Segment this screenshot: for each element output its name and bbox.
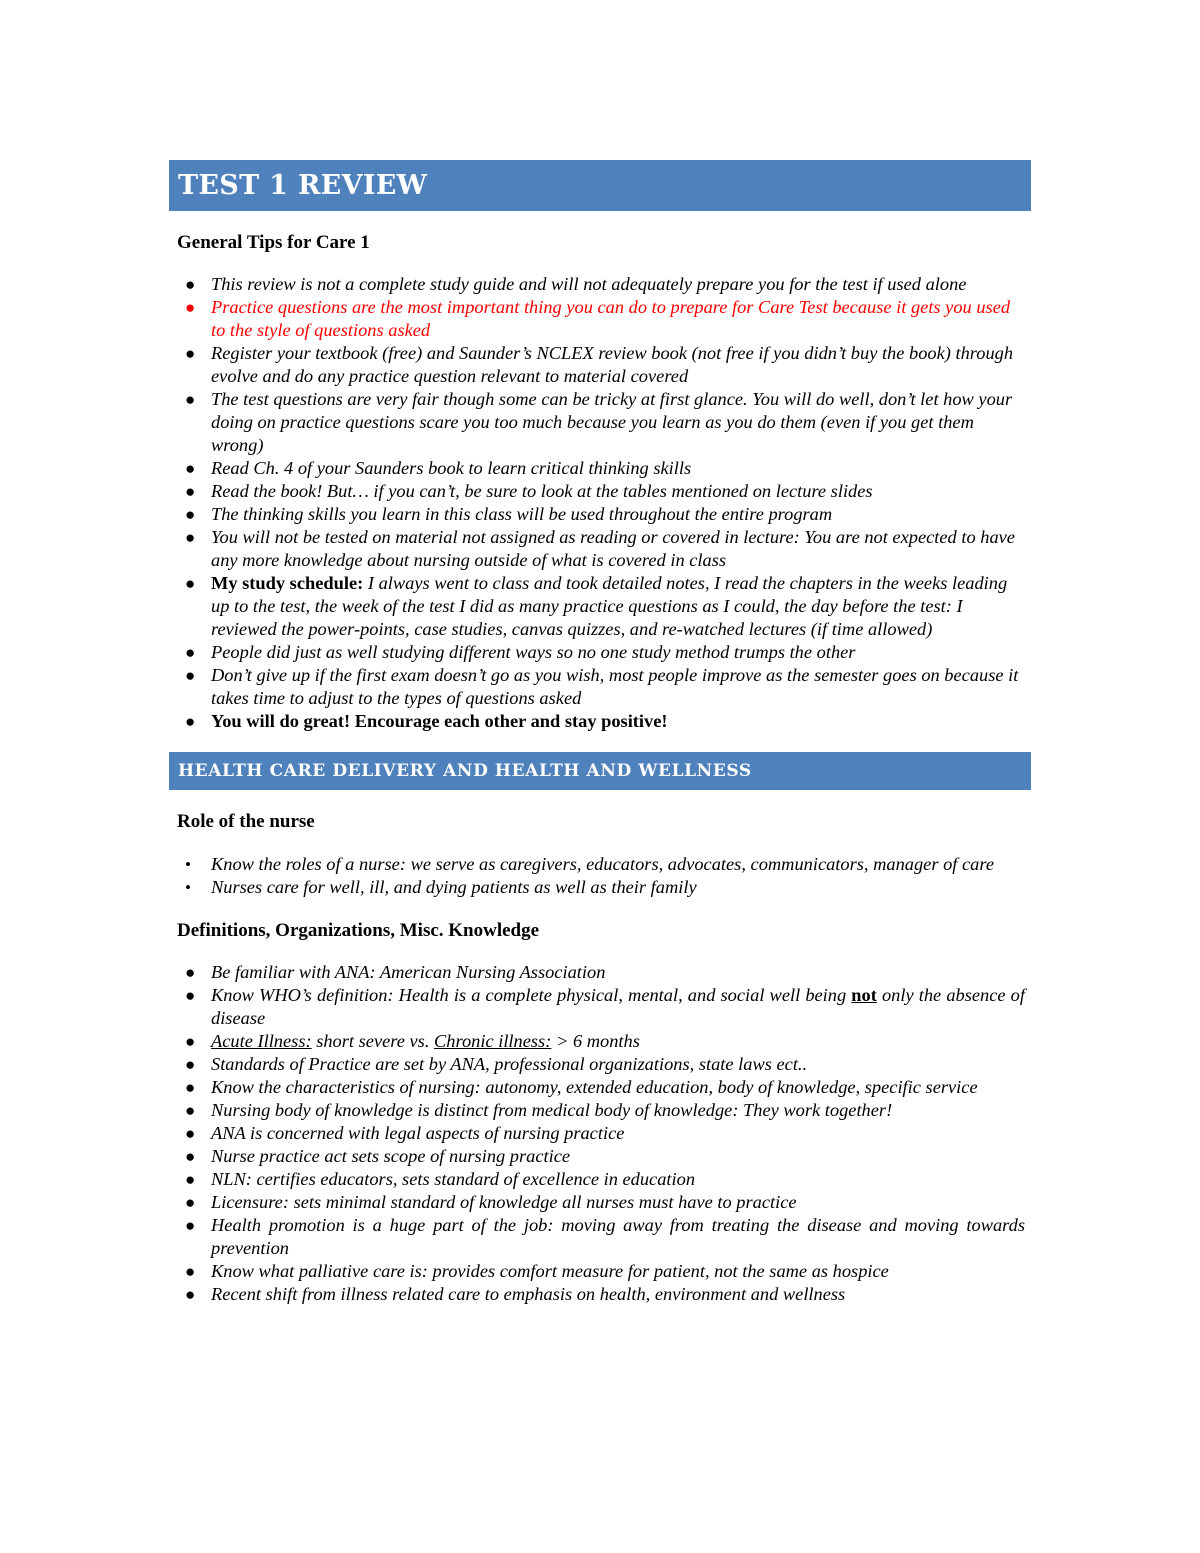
bullet-icon: ● — [185, 390, 196, 409]
emphasis-not: not — [851, 985, 877, 1005]
section-banner-health-care: HEALTH CARE DELIVERY AND HEALTH AND WELLNESS — [169, 752, 1031, 790]
bullet-icon: ● — [185, 986, 196, 1005]
acute-illness-label: Acute Illness: — [211, 1031, 312, 1051]
bullet-icon: ● — [185, 1193, 196, 1212]
general-tips-list — [169, 273, 1031, 733]
bullet-icon: ● — [185, 275, 196, 294]
list-item: ● Nurse practice act sets scope of nursing practice — [185, 1146, 571, 1166]
bullet-icon: ● — [185, 1032, 196, 1051]
list-item: ● The test questions are very fair though some can be tricky at first glance. You will do well, don’t let how your doing on practice questions scare you too much because you learn as you do them (even if you get them wrong) — [185, 389, 1013, 455]
chronic-illness-label: Chronic illness: — [434, 1031, 552, 1051]
list-item: ● Register your textbook (free) and Saunder’s NCLEX review book (not free if you didn’t buy the book) through evolve and do any practice question relevant to material covered — [185, 343, 1014, 386]
list-item: ● Standards of Practice are set by ANA, professional organizations, state laws ect.. — [185, 1054, 808, 1074]
bullet-icon: ● — [185, 1101, 196, 1120]
list-item: ● Nursing body of knowledge is distinct from medical body of knowledge: They work together! — [185, 1100, 893, 1120]
bullet-icon: ● — [185, 344, 196, 363]
bullet-icon: ● — [185, 528, 196, 547]
bullet-icon: ● — [185, 505, 196, 524]
list-item: ● Health promotion is a huge part of the job: moving away from treating the disease and moving towards prevention — [185, 1215, 1025, 1258]
list-item: • Know the roles of a nurse: we serve as caregivers, educators, advocates, communicators, manager of care — [185, 854, 995, 874]
document-page — [169, 160, 1031, 1306]
bullet-icon: ● — [185, 1262, 196, 1281]
bullet-icon: ● — [185, 963, 196, 982]
bullet-icon: ● — [185, 1170, 196, 1189]
bullet-icon: ● — [185, 459, 196, 478]
bullet-icon: ● — [185, 1055, 196, 1074]
bullet-icon: ● — [185, 1285, 196, 1304]
list-item-who: ● Know WHO’s definition: Health is a complete physical, mental, and social well being not only the absence of disease — [185, 985, 1025, 1028]
bullet-icon: ● — [185, 666, 196, 685]
bullet-icon: • — [185, 855, 191, 874]
definitions-list — [169, 961, 1031, 1306]
bullet-icon: ● — [185, 1147, 196, 1166]
list-item: ● You will not be tested on material not assigned as reading or covered in lecture: You are not expected to have any more knowledge about nursing outside of what is covered in class — [185, 527, 1015, 570]
study-schedule-label: My study schedule: — [211, 573, 364, 593]
list-item: ● Be familiar with ANA: American Nursing Association — [185, 962, 606, 982]
list-item: ● Read the book! But… if you can’t, be sure to look at the tables mentioned on lecture slides — [185, 481, 873, 501]
page-title: TEST 1 REVIEW — [169, 160, 1031, 211]
list-item: • Nurses care for well, ill, and dying patients as well as their family — [185, 877, 697, 897]
list-item: ● Licensure: sets minimal standard of knowledge all nurses must have to practice — [185, 1192, 797, 1212]
bullet-icon: ● — [185, 1216, 196, 1235]
section-heading-role: Role of the nurse — [177, 811, 315, 832]
role-list — [169, 853, 1031, 899]
list-item: ● NLN: certifies educators, sets standard of excellence in education — [185, 1169, 696, 1189]
list-item-study-schedule: ● My study schedule: I always went to class and took detailed notes, I read the chapters in the weeks leading up to the test, the week of the test I did as many practice questions as I could, the day before the test: I reviewed the power-points, case studies, canvas quizzes, and re-watched lectures (if time allowed) — [185, 573, 1008, 639]
list-item: ● ANA is concerned with legal aspects of nursing practice — [185, 1123, 625, 1143]
bullet-icon: ● — [185, 712, 196, 731]
bullet-icon: ● — [185, 574, 196, 593]
list-item: ● Know what palliative care is: provides comfort measure for patient, not the same as hospice — [185, 1261, 889, 1281]
list-item: ● This review is not a complete study guide and will not adequately prepare you for the test if used alone — [185, 274, 967, 294]
bullet-icon: ● — [185, 643, 196, 662]
section-heading-general-tips: General Tips for Care 1 — [177, 232, 370, 253]
list-item: ● Don’t give up if the first exam doesn’t go as you wish, most people improve as the semester goes on because it takes time to adjust to the types of questions asked — [185, 665, 1019, 708]
section-heading-definitions: Definitions, Organizations, Misc. Knowledge — [177, 920, 540, 941]
list-item: ● Practice questions are the most important thing you can do to prepare for Care Test because it gets you used to the style of questions asked — [185, 297, 1011, 340]
list-item: ● People did just as well studying different ways so no one study method trumps the other — [185, 642, 856, 662]
list-item-closing: ● You will do great! Encourage each other and stay positive! — [185, 711, 668, 731]
bullet-icon: ● — [185, 482, 196, 501]
list-item: ● Know the characteristics of nursing: autonomy, extended education, body of knowledge, specific service — [185, 1077, 978, 1097]
list-item: ● The thinking skills you learn in this class will be used throughout the entire program — [185, 504, 833, 524]
list-item-illness: ● Acute Illness: short severe vs. Chronic illness: > 6 months — [185, 1031, 640, 1051]
bullet-icon: ● — [185, 1078, 196, 1097]
bullet-icon: ● — [185, 298, 196, 317]
bullet-icon: ● — [185, 1124, 196, 1143]
list-item: ● Recent shift from illness related care to emphasis on health, environment and wellness — [185, 1284, 846, 1304]
list-item: ● Read Ch. 4 of your Saunders book to learn critical thinking skills — [185, 458, 692, 478]
bullet-icon: • — [185, 878, 191, 897]
